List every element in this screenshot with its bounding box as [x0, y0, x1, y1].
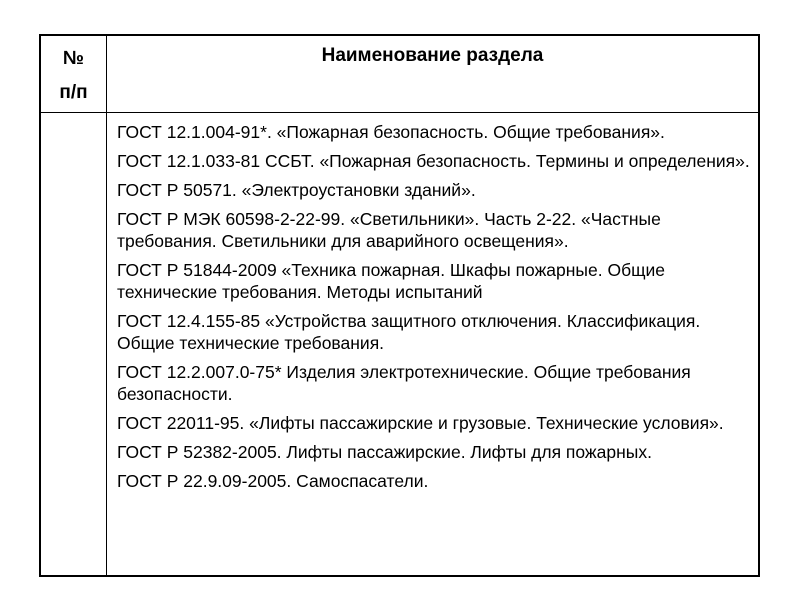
list-item: ГОСТ 12.1.004-91*. «Пожарная безопасность. Общие требования». — [117, 122, 665, 142]
standards-table — [39, 34, 760, 577]
list-item: ГОСТ Р 52382-2005. Лифты пассажирские. Лифты для пожарных. — [117, 442, 652, 462]
column-divider — [106, 36, 107, 575]
list-item: ГОСТ Р 51844-2009 «Техника пожарная. Шкафы пожарные. Общие технические требования. Методы испытаний — [117, 260, 666, 302]
header-number-column — [41, 42, 106, 110]
header-section-title: Наименование раздела — [321, 45, 544, 66]
header-number-sign: № — [62, 48, 85, 69]
list-item: ГОСТ 12.2.007.0-75* Изделия электротехнические. Общие требования безопасности. — [117, 362, 691, 404]
list-item: ГОСТ 22011-95. «Лифты пассажирские и грузовые. Технические условия». — [117, 413, 724, 433]
list-item: ГОСТ Р 22.9.09-2005. Самоспасатели. — [117, 471, 429, 491]
header-divider — [41, 112, 758, 113]
header-number-abbrev: п/п — [59, 82, 88, 103]
list-item: ГОСТ Р 50571. «Электроустановки зданий». — [117, 180, 476, 200]
list-item: ГОСТ Р МЭК 60598-2-22-99. «Светильники». Часть 2-22. «Частные требования. Светильники для аварийного освещения». — [117, 209, 661, 251]
list-item: ГОСТ 12.4.155-85 «Устройства защитного отключения. Классификация. Общие технические требования. — [117, 311, 701, 353]
standards-list — [117, 121, 753, 499]
list-item: ГОСТ 12.1.033-81 ССБТ. «Пожарная безопасность. Термины и определения». — [117, 151, 750, 171]
